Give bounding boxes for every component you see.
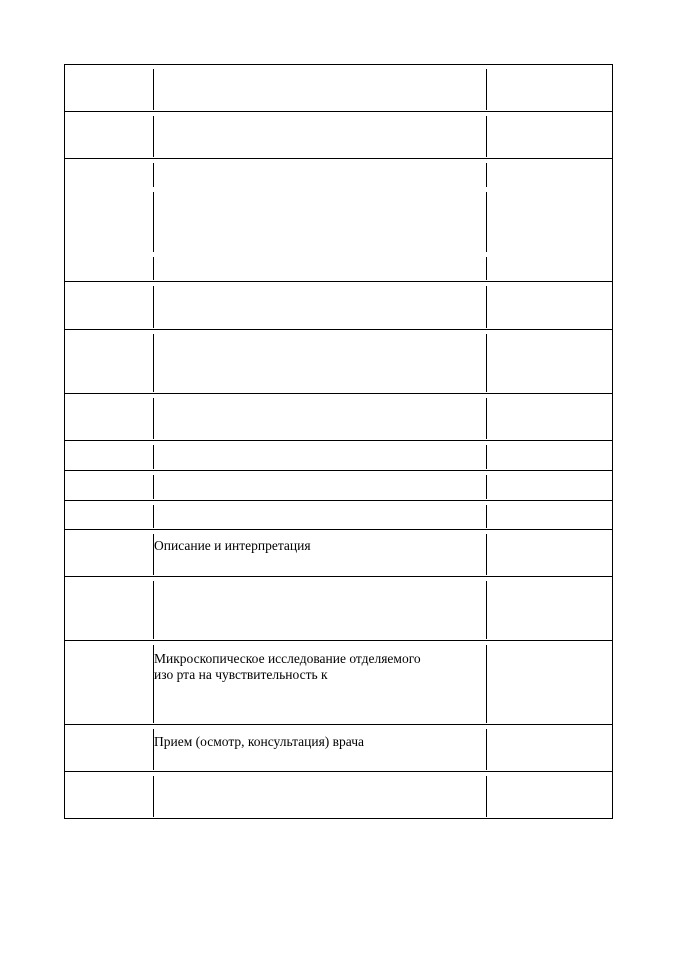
column-divider (486, 286, 487, 328)
column-divider (153, 505, 154, 528)
column-divider (153, 163, 154, 187)
row-divider (64, 640, 613, 641)
column-divider (153, 445, 154, 469)
column-divider (486, 398, 487, 439)
column-divider (486, 475, 487, 499)
column-divider (486, 334, 487, 392)
column-divider (486, 505, 487, 528)
column-divider (153, 334, 154, 392)
row-divider (64, 771, 613, 772)
column-divider (153, 69, 154, 110)
column-divider (486, 69, 487, 110)
column-divider (153, 581, 154, 639)
table-cell-name-line2: изо рта на чувствительность к (154, 667, 328, 682)
column-divider (486, 645, 487, 723)
row-divider (64, 281, 613, 282)
column-divider (486, 729, 487, 770)
column-divider (486, 534, 487, 575)
column-divider (153, 192, 154, 252)
column-divider (153, 776, 154, 817)
table-cell-name: Описание и интерпретация (154, 538, 311, 553)
column-divider (153, 286, 154, 328)
table-border-top (64, 64, 613, 65)
table-border-bottom (64, 818, 613, 819)
row-divider (64, 111, 613, 112)
row-divider (64, 500, 613, 501)
table-cell-name: Прием (осмотр, консультация) врача (154, 734, 365, 749)
row-divider (64, 470, 613, 471)
row-divider (64, 724, 613, 725)
column-divider (153, 398, 154, 439)
column-divider (486, 581, 487, 639)
row-divider (64, 393, 613, 394)
column-divider (153, 475, 154, 499)
column-divider (486, 257, 487, 280)
table-border-left (64, 64, 65, 819)
column-divider (486, 163, 487, 187)
row-divider (64, 440, 613, 441)
column-divider (486, 192, 487, 252)
column-divider (153, 257, 154, 280)
row-divider (64, 576, 613, 577)
column-divider (486, 445, 487, 469)
column-divider (486, 776, 487, 817)
table-cell-name: Микроскопическое исследование отделяемого (154, 651, 421, 666)
row-divider (64, 158, 613, 159)
column-divider (153, 116, 154, 157)
row-divider (64, 329, 613, 330)
column-divider (486, 116, 487, 157)
table-border-right (612, 64, 613, 819)
row-divider (64, 529, 613, 530)
